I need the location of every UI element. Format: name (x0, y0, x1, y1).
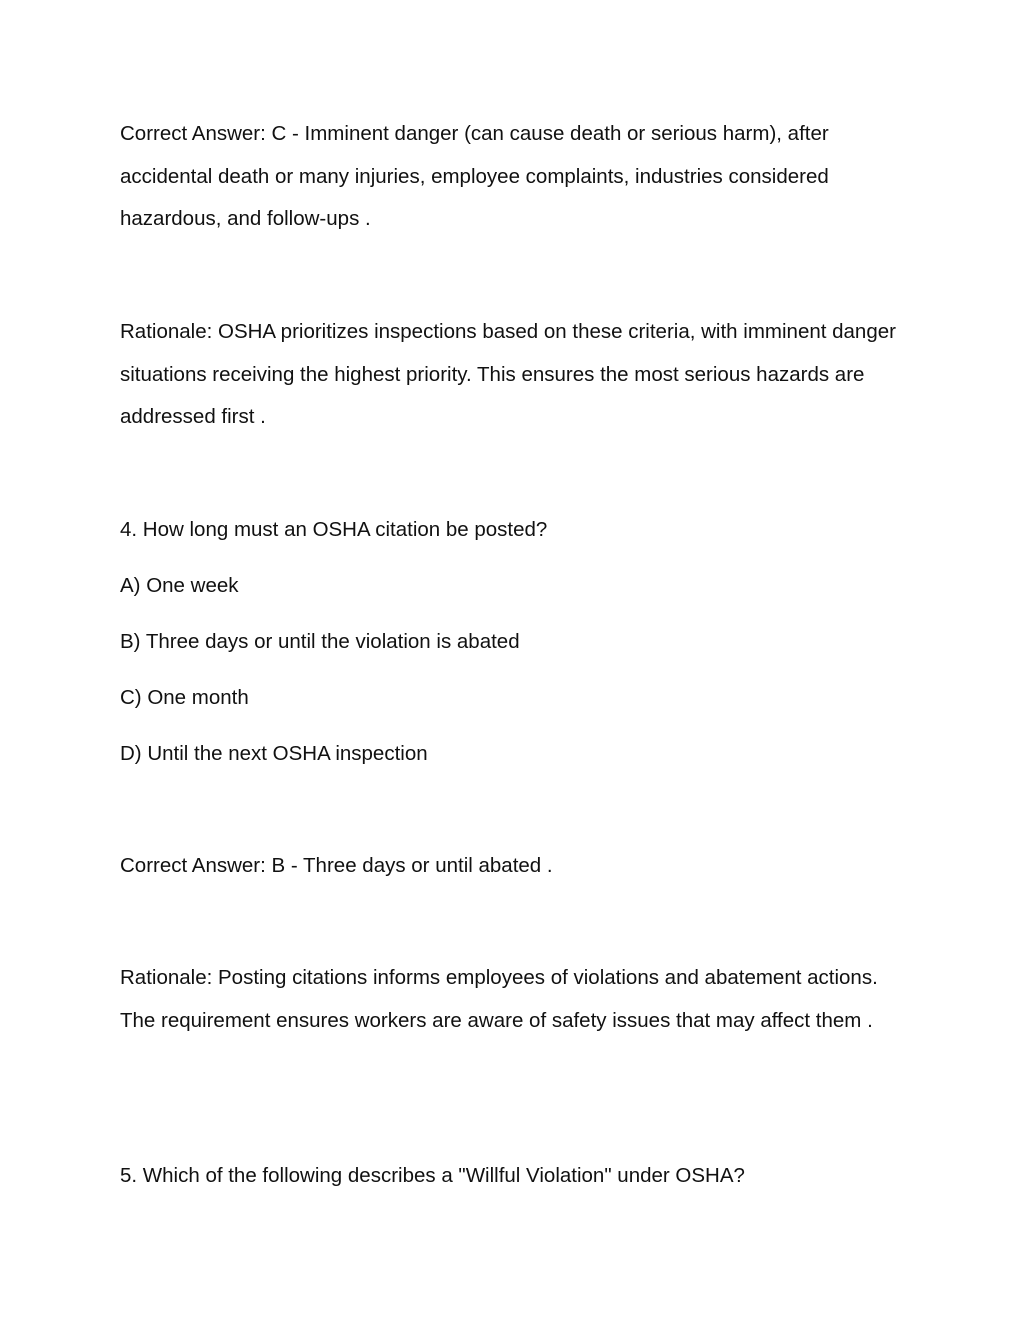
q4-option-a: A) One week (120, 574, 239, 597)
q4-option-c: C) One month (120, 686, 249, 709)
q5-question: 5. Which of the following describes a "Willful Violation" under OSHA? (120, 1164, 745, 1187)
q3-rationale: Rationale: OSHA prioritizes inspections based on these criteria, with imminent danger situations receiving the highest priority. This ensures the most serious hazards are addressed first . (120, 320, 896, 428)
q4-correct-answer: Correct Answer: B - Three days or until abated . (120, 854, 553, 877)
q4-option-b: B) Three days or until the violation is abated (120, 630, 520, 653)
q3-correct-answer: Correct Answer: C - Imminent danger (can cause death or serious harm), after accidental death or many injuries, employee complaints, industries considered hazardous, and follow-ups . (120, 122, 829, 230)
q4-question: 4. How long must an OSHA citation be posted? (120, 518, 548, 541)
q4-option-d: D) Until the next OSHA inspection (120, 742, 428, 765)
q4-rationale: Rationale: Posting citations informs employees of violations and abatement actions. The requirement ensures workers are aware of safety issues that may affect them . (120, 966, 878, 1032)
